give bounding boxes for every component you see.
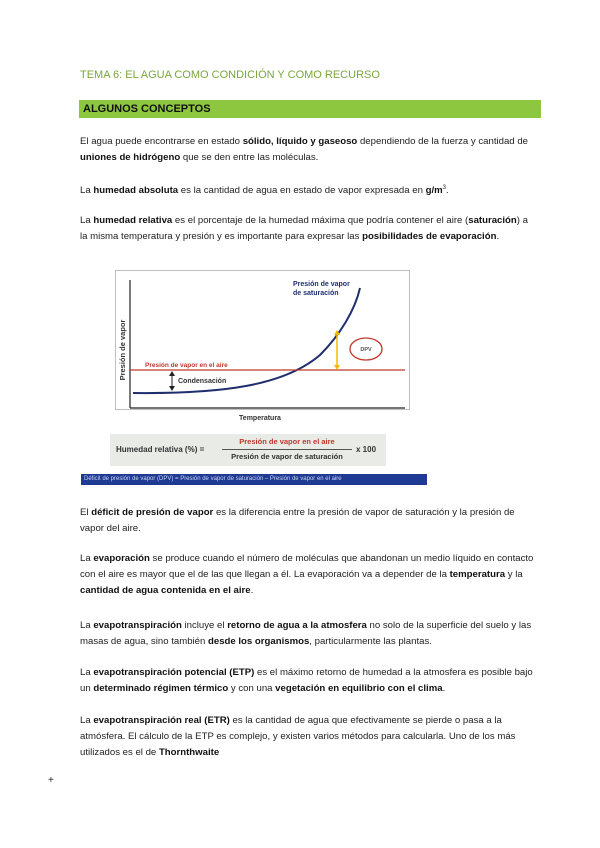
paragraph-evaporation: La evaporación se produce cuando el número de moléculas que abandonan un medio líquido en contacto con el aire es mayor que el de las que llegan a él. La evaporación va a depender de la temperatura y la cantidad de agua contenida en el aire.	[80, 553, 534, 596]
condensation-label: Condensación	[178, 378, 227, 385]
dpv-label: DPV	[360, 347, 372, 353]
curve-label-line-2: de saturación	[293, 290, 339, 297]
curve-label-line-1: Presión de vapor	[293, 281, 350, 288]
paragraph-relative-humidity: La humedad relativa es el porcentaje de la humedad máxima que podría contener el aire (saturación) a la misma temperatura y presión y es importante para expresar las posibilidades de evaporación.	[80, 215, 528, 242]
x-axis-label: Temperatura	[239, 415, 281, 422]
air-line-label: Presión de vapor en el aire	[145, 362, 228, 369]
footer-plus-mark: +	[48, 775, 54, 786]
diagram-frame	[116, 271, 410, 410]
formula-denominator: Presión de vapor de saturación	[231, 452, 343, 461]
paragraph-evapotranspiration: La evapotranspiración incluye el retorno de agua a la atmosfera no solo de la superficie del suelo y las masas de agua, sino también desde los organismos, particularmente las plantas.	[80, 620, 532, 647]
paragraph-absolute-humidity: La humedad absoluta es la cantidad de agua en estado de vapor expresada en $g/m^3$.	[80, 185, 449, 197]
page-title: TEMA 6: EL AGUA COMO CONDICIÓN Y COMO RECURSO	[80, 69, 380, 81]
vapor-pressure-svg	[115, 270, 410, 425]
vapor-pressure-diagram	[115, 270, 410, 425]
paragraph-vapor-pressure-deficit: El déficit de presión de vapor es la diferencia entre la presión de vapor de saturación y la presión de vapor del aire.	[80, 507, 515, 534]
section-heading: ALGUNOS CONCEPTOS	[79, 100, 541, 118]
formula-multiplier: x 100	[356, 445, 377, 454]
formula-numerator: Presión de vapor en el aire	[239, 437, 335, 446]
formula-fraction-line	[222, 449, 352, 450]
paragraph-potential-evapotranspiration: La evapotranspiración potencial (ETP) es el máximo retorno de humedad a la atmosfera es posible bajo un determinado régimen térmico y con una vegetación en equilibrio con el clima.	[80, 667, 533, 694]
dpv-definition-banner: Déficit de presión de vapor (DPV) = Presión de vapor de saturación – Presión de vapor en el aire	[81, 474, 427, 485]
paragraph-real-evapotranspiration: La evapotranspiración real (ETR) es la cantidad de agua que efectivamente se pierde o pasa a la atmósfera. El cálculo de la ETP es complejo, y existen varios métodos para calcularla. Uno de los más utilizados es el de Thornthwaite	[80, 715, 516, 758]
paragraph-states-of-water: El agua puede encontrarse en estado sólido, líquido y gaseoso dependiendo de la fuerza y cantidad de uniones de hidrógeno que se den entre las moléculas.	[80, 136, 528, 163]
y-axis-label: Presión de vapor	[118, 319, 127, 381]
relative-humidity-formula	[110, 434, 386, 466]
formula-lhs: Humedad relativa (%) =	[116, 445, 205, 454]
